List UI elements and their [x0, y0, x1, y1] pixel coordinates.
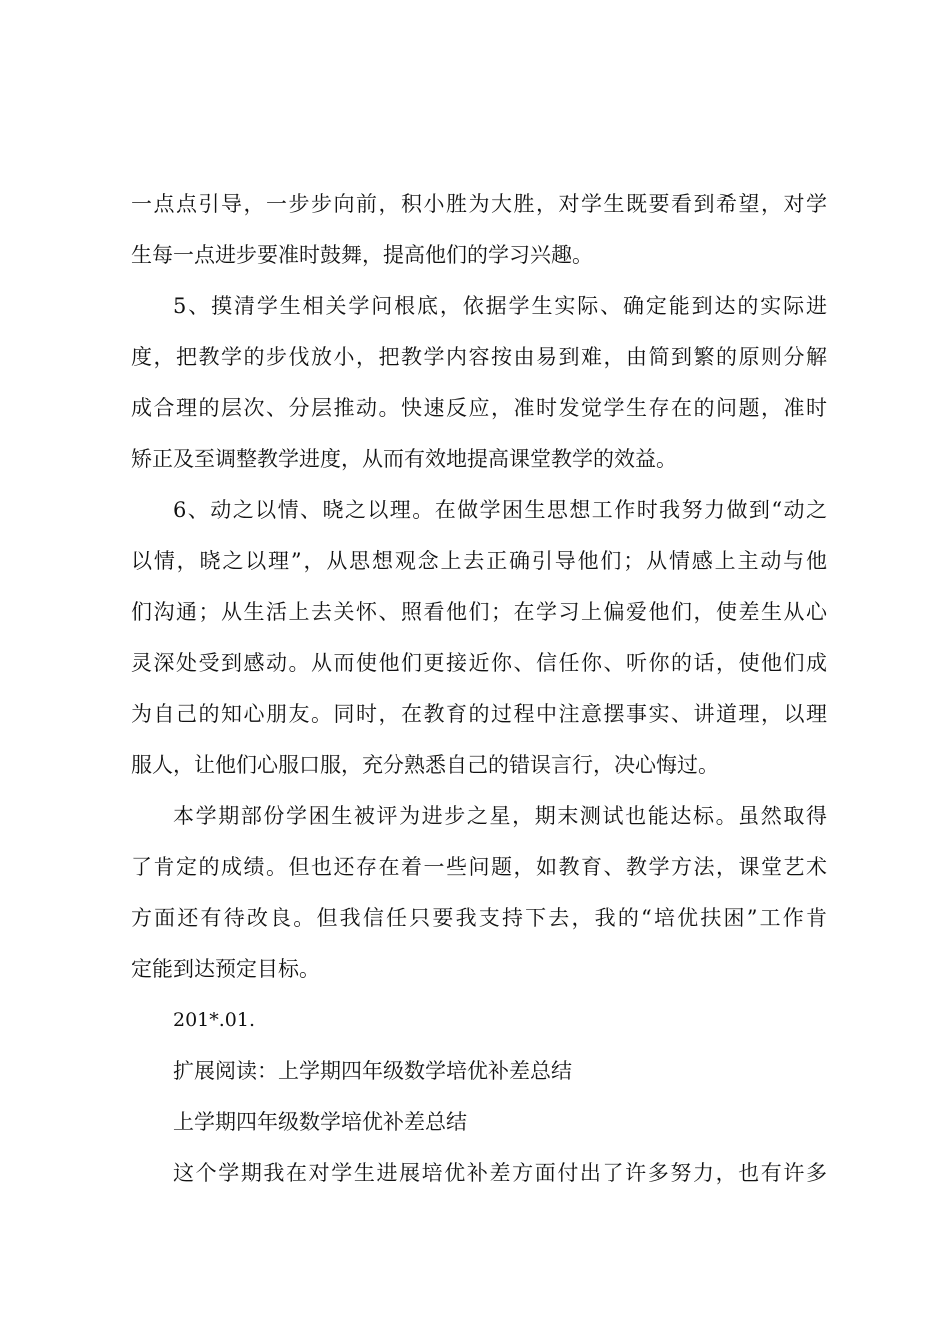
text-line	[0, 240, 950, 270]
paragraph-text: 灵深处受到感动。从而使他们更接近你、信任你、听你的话，使他们成	[131, 651, 827, 675]
date-text: 201*.01.	[173, 1009, 256, 1031]
text-line	[0, 495, 950, 525]
paragraph-text: 这个学期我在对学生进展培优补差方面付出了许多努力，也有许多	[173, 1161, 827, 1185]
text-line	[0, 189, 950, 219]
paragraph-text: 成合理的层次、分层推动。快速反应，准时发觉学生存在的问题，准时	[131, 396, 827, 420]
text-line	[0, 1005, 950, 1035]
text-line	[0, 1056, 950, 1086]
paragraph-text: 定能到达预定目标。	[131, 957, 320, 981]
text-line	[0, 699, 950, 729]
paragraph-text: 矫正及至调整教学进度，从而有效地提高课堂教学的效益。	[131, 447, 677, 471]
paragraph-text: 5、摸清学生相关学问根底，依据学生实际、确定能到达的实际进	[173, 294, 827, 318]
text-line	[0, 801, 950, 831]
paragraph-text: 服人，让他们心服口服，充分熟悉自己的错误言行，决心悔过。	[131, 753, 719, 777]
paragraph-text: 6、动之以情、晓之以理。在做学困生思想工作时我努力做到“动之	[173, 498, 827, 522]
text-line	[0, 1158, 950, 1188]
text-line	[0, 291, 950, 321]
paragraph-text: 本学期部份学困生被评为进步之星，期末测试也能达标。虽然取得	[173, 804, 827, 828]
paragraph-text: 生每一点进步要准时鼓舞，提高他们的学习兴趣。	[131, 243, 593, 267]
paragraph-text: 方面还有待改良。但我信任只要我支持下去，我的“培优扶困”工作肯	[131, 906, 827, 930]
text-line	[0, 444, 950, 474]
paragraph-text: 度，把教学的步伐放小，把教学内容按由易到难，由简到繁的原则分解	[131, 345, 827, 369]
paragraph-text: 以情，晓之以理”，从思想观念上去正确引导他们；从情感上主动与他	[131, 549, 827, 573]
text-line	[0, 903, 950, 933]
text-line	[0, 393, 950, 423]
section-title: 上学期四年级数学培优补差总结	[173, 1110, 467, 1134]
paragraph-text: 为自己的知心朋友。同时，在教育的过程中注意摆事实、讲道理，以理	[131, 702, 827, 726]
text-line	[0, 546, 950, 576]
text-line	[0, 1107, 950, 1137]
text-line	[0, 954, 950, 984]
text-line	[0, 750, 950, 780]
paragraph-text: 们沟通；从生活上去关怀、照看他们；在学习上偏爱他们，使差生从心	[131, 600, 827, 624]
extended-reading-label: 扩展阅读：上学期四年级数学培优补差总结	[173, 1059, 572, 1083]
text-line	[0, 852, 950, 882]
text-line	[0, 648, 950, 678]
paragraph-text: 一点点引导，一步步向前，积小胜为大胜，对学生既要看到希望，对学	[131, 192, 827, 216]
paragraph-text: 了肯定的成绩。但也还存在着一些问题，如教育、教学方法，课堂艺术	[131, 855, 827, 879]
text-line	[0, 342, 950, 372]
text-line	[0, 597, 950, 627]
